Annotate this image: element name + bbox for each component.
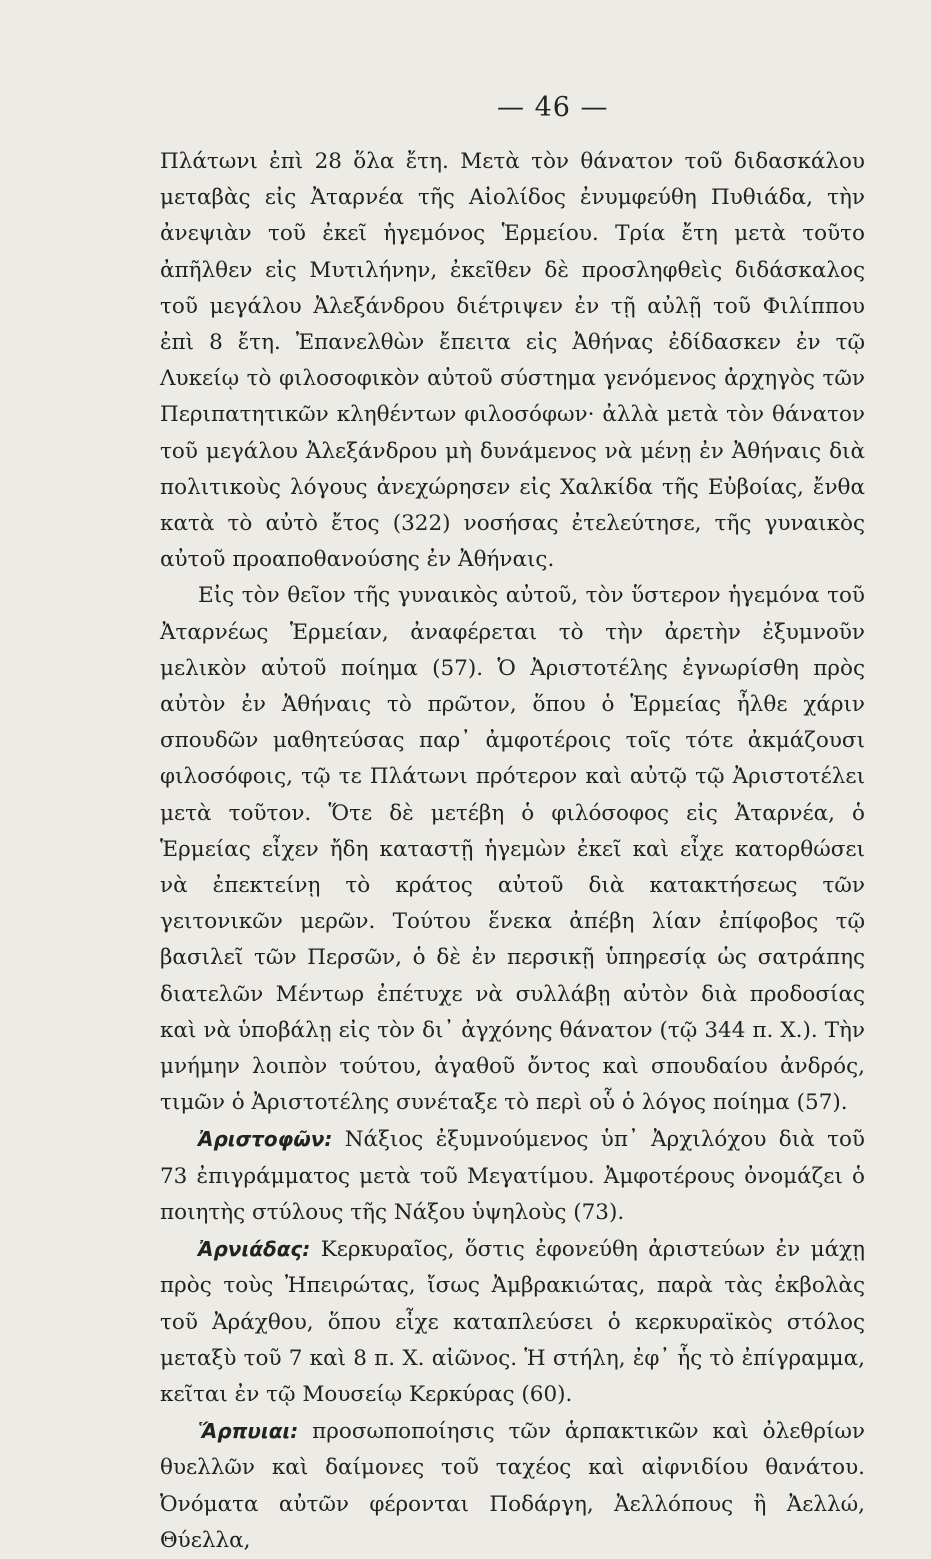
entry-text: Κερκυραῖος, ὅστις ἐφονεύθη ἀριστεύων ἐν μάχῃ πρὸς τοὺς Ἠπειρώτας, ἴσως Ἀμβρακιώτας, παρὰ τὰς ἐκβολὰς τοῦ Ἀράχθου, ὅπου εἶχε καταπλεύσει ὁ κερκυραϊκὸς στόλος μεταξὺ τοῦ 7 καὶ 8 π. Χ. αἰῶνος. Ἡ στήλη, ἐφ᾽ ἧς τὸ ἐπίγραμμα, κεῖται ἐν τῷ Μουσείῳ Κερκύρας (60). — [160, 1237, 865, 1407]
entry-term: Ἀριστοφῶν: — [198, 1127, 333, 1152]
entry-text: Νάξιος ἐξυμνούμενος ὑπ᾽ Ἀρχιλόχου διὰ τοῦ 73 ἐπιγράμματος μετὰ τοῦ Μεγατίμου. Ἀμφοτέρους ὀνομάζει ὁ ποιητὴς στύλους τῆς Νάξου ὑψηλοὺς (73). — [160, 1127, 865, 1225]
entry-aristophon — [160, 1121, 865, 1231]
body-text — [160, 144, 865, 1559]
entry-harpyiai — [160, 1413, 865, 1559]
page-number: — 46 — — [497, 92, 609, 123]
paragraph-continuation: Πλάτωνι ἐπὶ 28 ὅλα ἔτη. Μετὰ τὸν θάνατον τοῦ διδασκάλου μεταβὰς εἰς Ἀταρνέα τῆς Αἰολίδος ἐνυμφεύθη Πυθιάδα, τὴν ἀνεψιὰν τοῦ ἐκεῖ ἡγεμόνος Ἑρμείου. Τρία ἔτη μετὰ τοῦτο ἀπῆλθεν εἰς Μυτιλήνην, ἐκεῖθεν δὲ προσληφθεὶς διδάσκαλος τοῦ μεγάλου Ἀλεξάνδρου διέτριψεν ἐν τῇ αὐλῇ τοῦ Φιλίππου ἐπὶ 8 ἔτη. Ἐπανελθὼν ἔπειτα εἰς Ἀθήνας ἐδίδασκεν ἐν τῷ Λυκείῳ τὸ φιλοσοφικὸν αὐτοῦ σύστημα γενόμενος ἀρχηγὸς τῶν Περιπατητικῶν κληθέντων φιλοσόφων· ἀλλὰ μετὰ τὸν θάνατον τοῦ μεγάλου Ἀλεξάνδρου μὴ δυνάμενος νὰ μένῃ ἐν Ἀθήναις διὰ πολιτικοὺς λόγους ἀνεχώρησεν εἰς Χαλκίδα τῆς Εὐβοίας, ἔνθα κατὰ τὸ αὐτὸ ἔτος (322) νοσήσας ἐτελεύτησε, τῆς γυναικὸς αὐτοῦ προαποθανούσης ἐν Ἀθήναις. — [160, 149, 865, 573]
entry-arniadas — [160, 1231, 865, 1413]
entry-text: προσωποποίησις τῶν ἁρπακτικῶν καὶ ὀλεθρίων θυελλῶν καὶ δαίμονες τοῦ ταχέος καὶ αἰφνιδίου θανάτου. Ὀνόματα αὐτῶν φέρονται Ποδάργη, Ἀελλόπους ἢ Ἀελλώ, Θύελλα, — [160, 1419, 865, 1553]
entry-term: Ἅρπυιαι: — [198, 1419, 299, 1444]
paragraph-hermeias: Εἰς τὸν θεῖον τῆς γυναικὸς αὐτοῦ, τὸν ὕστερον ἡγεμόνα τοῦ Ἀταρνέως Ἑρμείαν, ἀναφέρεται τὸ τὴν ἀρετὴν ἐξυμνοῦν μελικὸν αὐτοῦ ποίημα (57). Ὁ Ἀριστοτέλης ἐγνωρίσθη πρὸς αὐτὸν ἐν Ἀθήναις τὸ πρῶτον, ὅπου ὁ Ἑρμείας ἦλθε χάριν σπουδῶν μαθητεύσας παρ᾽ ἀμφοτέροις τοῖς τότε ἀκμάζουσι φιλοσόφοις, τῷ τε Πλάτωνι πρότερον καὶ αὐτῷ τῷ Ἀριστοτέλει μετὰ τοῦτον. Ὅτε δὲ μετέβη ὁ φιλόσοφος εἰς Ἀταρνέα, ὁ Ἑρμείας εἶχεν ἤδη καταστῇ ἡγεμὼν ἐκεῖ καὶ εἶχε κατορθώσει νὰ ἐπεκτείνῃ τὸ κράτος αὐτοῦ διὰ κατακτήσεως τῶν γειτονικῶν μερῶν. Τούτου ἕνεκα ἀπέβη λίαν ἐπίφοβος τῷ βασιλεῖ τῶν Περσῶν, ὁ δὲ ἐν περσικῇ ὑπηρεσίᾳ ὡς σατράπης διατελῶν Μέντωρ ἐπέτυχε νὰ συλλάβῃ αὐτὸν διὰ προδοσίας καὶ νὰ ὑποβάλῃ εἰς τὸν δι᾽ ἀγχόνης θάνατον (τῷ 344 π. Χ.). Τὴν μνήμην λοιπὸν τούτου, ἀγαθοῦ ὄντος καὶ σπουδαίου ἀνδρός, τιμῶν ὁ Ἀριστοτέλης συνέταξε τὸ περὶ οὗ ὁ λόγος ποίημα (57). — [160, 583, 865, 1116]
entry-term: Ἀρνιάδας: — [198, 1237, 311, 1262]
